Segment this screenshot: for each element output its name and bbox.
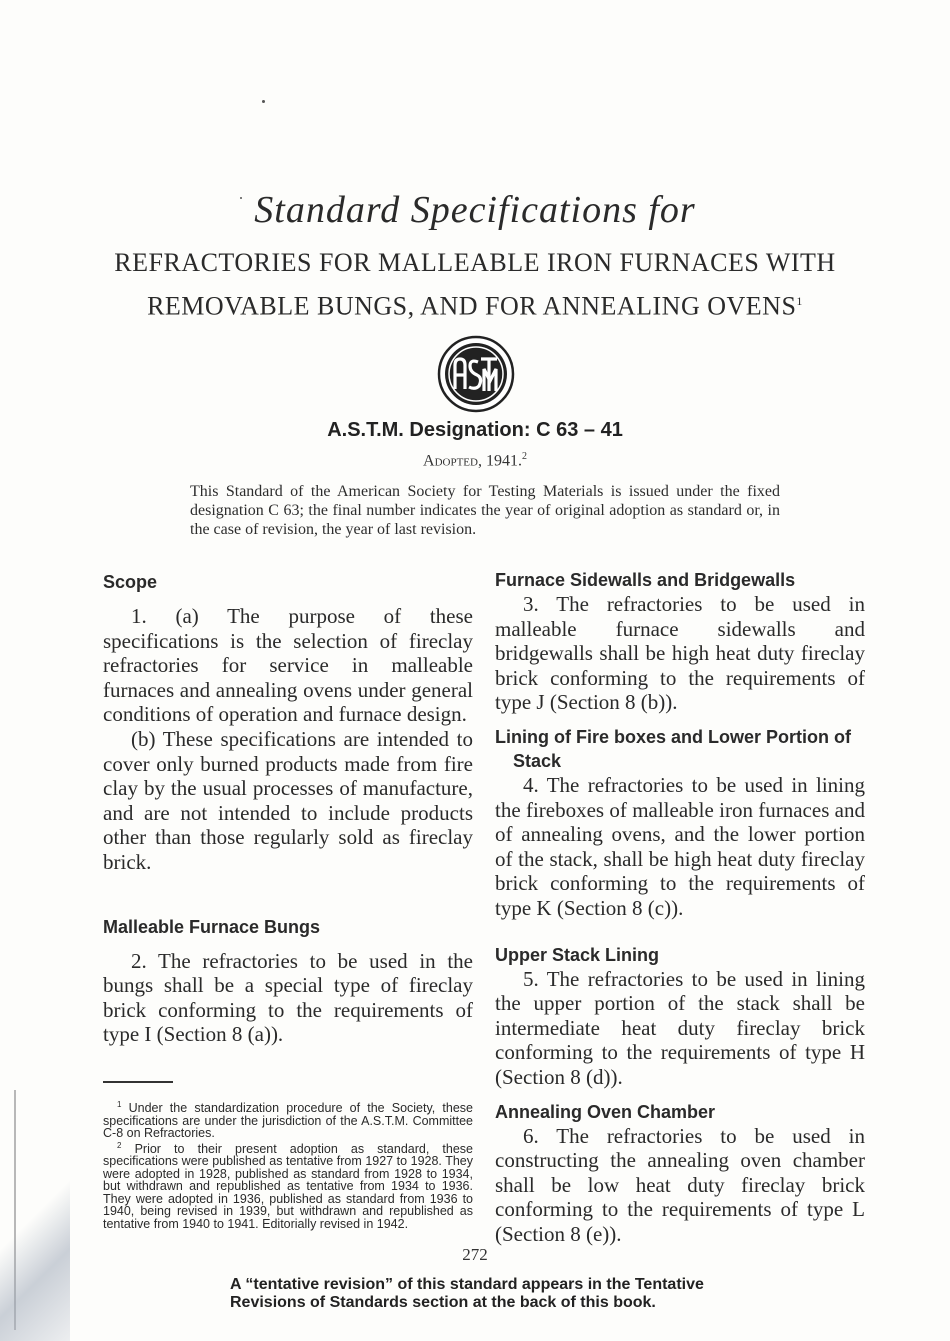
lining-heading: Lining of Fire boxes and Lower Portion of Stack bbox=[495, 726, 852, 771]
document-title bbox=[60, 244, 890, 326]
upper-stack-heading: Upper Stack Lining bbox=[495, 944, 660, 965]
bungs-heading: Malleable Furnace Bungs bbox=[103, 916, 321, 937]
paragraph-1a: 1. (a) The purpose of these specifications is the selection of fireclay refractories for service in malleable furnaces and annealing ovens under general conditions of operation and furnace design. bbox=[103, 604, 473, 727]
tentative-revision-note: A “tentative revision” of this standard appears in the Tentative Revisions of Standards section at the back of this book. bbox=[230, 1276, 704, 1311]
paragraph-2: 2. The refractories to be used in the bungs shall be a special type of fireclay brick conforming to the requirements of type I (Section 8 (a)). bbox=[103, 948, 473, 1047]
left-column bbox=[103, 570, 473, 1230]
standard-notice: This Standard of the American Society for Testing Materials is issued under the fixed designation C 63; the final number indicates the year of original adoption as standard or, in the case of revision, the year of last revision. bbox=[190, 483, 780, 538]
scan-speck bbox=[262, 100, 265, 103]
title-line-2: REMOVABLE BUNGS, AND FOR ANNEALING OVENS$^1$ bbox=[147, 291, 803, 321]
footnote-divider bbox=[103, 1081, 173, 1083]
page-number: 272 bbox=[462, 1245, 488, 1264]
paragraph-4: 4. The refractories to be used in lining the fireboxes of malleable iron furnaces and of annealing ovens, and the lower portion of the stack, shall be high heat duty fireclay brick conforming to the requirements of type K (Section 8 (c)). bbox=[495, 772, 865, 920]
paragraph-5: 5. The refractories to be used in lining the upper portion of the stack shall be intermediate heat duty fireclay brick conforming to the requirements of type H (Section 8 (d)). bbox=[495, 966, 865, 1089]
paragraph-6: 6. The refractories to be used in constructing the annealing oven chamber shall be low heat duty fireclay brick conforming to the requirements of type L (Section 8 (e)). bbox=[495, 1123, 865, 1246]
footnote-1: $^1$ Under the standardization procedure of the Society, these specifications are under the jurisdiction of the A.S.T.M. Committee C-8 on Refractories. bbox=[103, 1099, 473, 1141]
title-line-1: REFRACTORIES FOR MALLEABLE IRON FURNACES WITH bbox=[114, 248, 836, 277]
paragraph-3: 3. The refractories to be used in malleable furnace sidewalls and bridgewalls shall be high heat duty fireclay brick conforming to the requirements of type J (Section 8 (b)). bbox=[495, 592, 865, 715]
scan-shadow bbox=[0, 1180, 70, 1341]
footnote-mark: 1 bbox=[796, 294, 803, 308]
sidewalls-heading: Furnace Sidewalls and Bridgewalls bbox=[495, 570, 796, 590]
footnote-2: $^2$ Prior to their present adoption as standard, these specifications were published as tentative from 1927 to 1928. They were adopted in 1928, published as standard from 1928 to 1934, but withdrawn and republished as tentative from 1934 to 1936. They were adopted in 1936, published as standard from 1936 to 1940, being revised in 1939, but withdrawn and republished as tentative from 1940 to 1941. Editorially revised in 1942. bbox=[103, 1140, 473, 1231]
scope-heading: Scope bbox=[103, 572, 158, 592]
astm-logo-icon bbox=[437, 335, 515, 413]
adopted-line: Adopted, 1941.$^2$ bbox=[423, 451, 527, 470]
footnote-mark: 2 bbox=[521, 451, 527, 462]
paragraph-1b: (b) These specifications are intended to cover only burned products made from fire clay by the usual processes of manufacture, and are not intended to include products other than those regularly sold as fireclay brick. bbox=[103, 726, 473, 874]
annealing-heading: Annealing Oven Chamber bbox=[495, 1101, 716, 1122]
designation: A.S.T.M. Designation: C 63 – 41 bbox=[327, 419, 623, 441]
pre-title: Standard Specifications for bbox=[254, 189, 696, 231]
right-column bbox=[495, 568, 865, 1246]
